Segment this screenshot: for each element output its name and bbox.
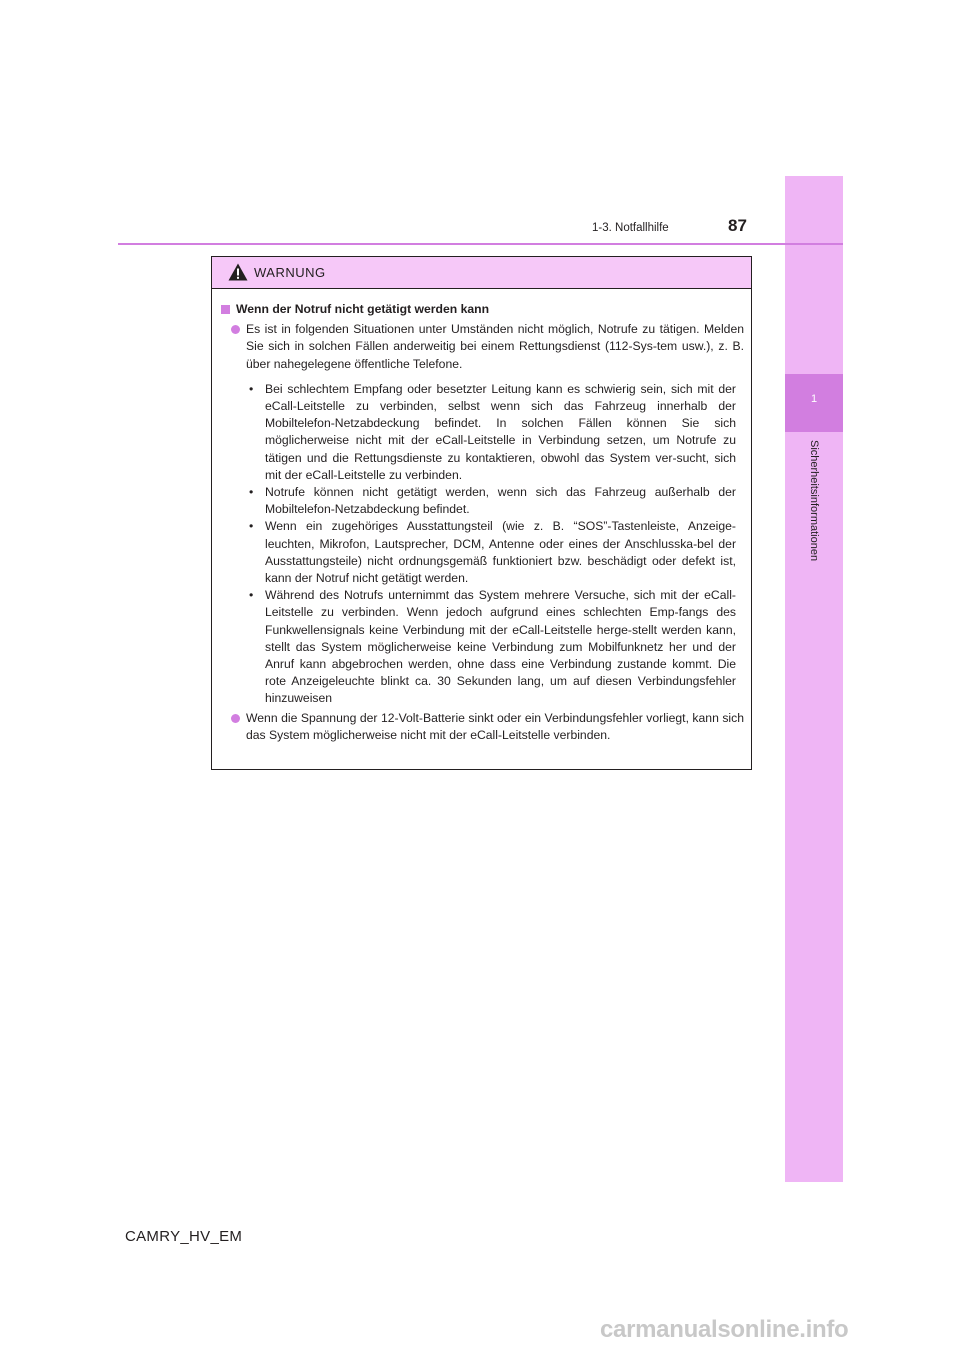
page-number: 87 [728, 216, 747, 235]
bullet-dot: • [249, 381, 254, 396]
warning-body [212, 289, 751, 744]
chapter-label-text: Sicherheitsinformationen [808, 440, 820, 562]
header-rule [118, 243, 843, 245]
list-item-text: Wenn ein zugehöriges Ausstattungsteil (wie z. B. “SOS”-Tastenleiste, Anzeige-leuchten, Mikrofon, Lautsprecher, DCM, Antenne oder eines der Anschlusska-bel der Ausstattungsteile) nicht ordnungsgemäß funktioniert bzw. beschädigt oder defekt ist, kann der Notruf nicht getätigt werden. [265, 519, 736, 586]
square-bullet-icon [221, 305, 230, 314]
list-item-text: Während des Notrufs unternimmt das System mehrere Versuche, sich mit der eCall-Leitstelle zu verbinden. Wenn jedoch aufgrund eines schlechten Emp-fangs des Funkwellensignals keine Verbindung mit der eCall-Leitstelle herge-stellt werden kann, stellt das System möglicherweise keine Verbindung zum Mobilfunknetz her und der Anruf kann abgebrochen werden, ohne dass eine Verbindung zustande kommt. Die rote Anzeigeleuchte blinkt ca. 30 Sekunden lang, um auf diesen Verbindungsfehler hinzuweisen [265, 588, 736, 706]
section-title: 1-3. Notfallhilfe [592, 222, 669, 234]
chapter-tab: 1 [785, 374, 843, 432]
warning-triangle-icon [228, 263, 248, 281]
bullet-dot: • [249, 485, 254, 500]
list-item [246, 484, 736, 518]
side-tab-strip [785, 176, 843, 1182]
warning-title: WARNUNG [254, 265, 326, 280]
circle-bullet-icon [231, 714, 240, 723]
warning-item [221, 321, 744, 373]
warning-heading-text: Wenn der Notruf nicht getätigt werden kann [236, 302, 490, 316]
bullet-dot: • [249, 519, 254, 534]
warning-heading [221, 301, 744, 318]
bullet-dot: • [249, 588, 254, 603]
watermark: carmanualsonline.info [600, 1316, 849, 1343]
chapter-label [789, 440, 839, 590]
list-item-text: Notrufe können nicht getätigt werden, wenn sich das Fahrzeug außerhalb der Mobiltelefon-Netzabdeckung befindet. [265, 485, 736, 517]
warning-item-text: Es ist in folgenden Situationen unter Umständen nicht möglich, Notrufe zu tätigen. Melden Sie sich in solchen Fällen anderweitig bei einem Rettungsdienst (112-Sys-tem usw.), z. B. über nahegelegene öffentliche Telefone. [246, 322, 744, 371]
warning-header [212, 257, 751, 289]
warning-box [211, 256, 752, 770]
bullet-list [246, 381, 736, 708]
list-item-text: Bei schlechtem Empfang oder besetzter Leitung kann es schwierig sein, sich mit der eCall-Leitstelle zu verbinden, selbst wenn sich das Fahrzeug innerhalb der Mobiltelefon-Netzabdeckung befindet. In solchen Fällen können Sie sich möglicherweise nicht mit der eCall-Leitstelle in Verbindung setzen, um Notrufe zu tätigen und die Rettungsdienste zu kontaktieren, obwohl das System ver-sucht, sich mit der eCall-Leitstelle zu verbinden. [265, 381, 736, 482]
warning-item-text: Wenn die Spannung der 12-Volt-Batterie sinkt oder ein Verbindungsfehler vorliegt, kann sich das System möglicherweise nicht mit der eCall-Leitstelle verbinden. [246, 710, 744, 742]
list-item [246, 518, 736, 587]
list-item [246, 381, 736, 484]
list-item [246, 587, 736, 707]
document-code: CAMRY_HV_EM [125, 1228, 243, 1245]
warning-item [221, 710, 744, 744]
circle-bullet-icon [231, 325, 240, 334]
